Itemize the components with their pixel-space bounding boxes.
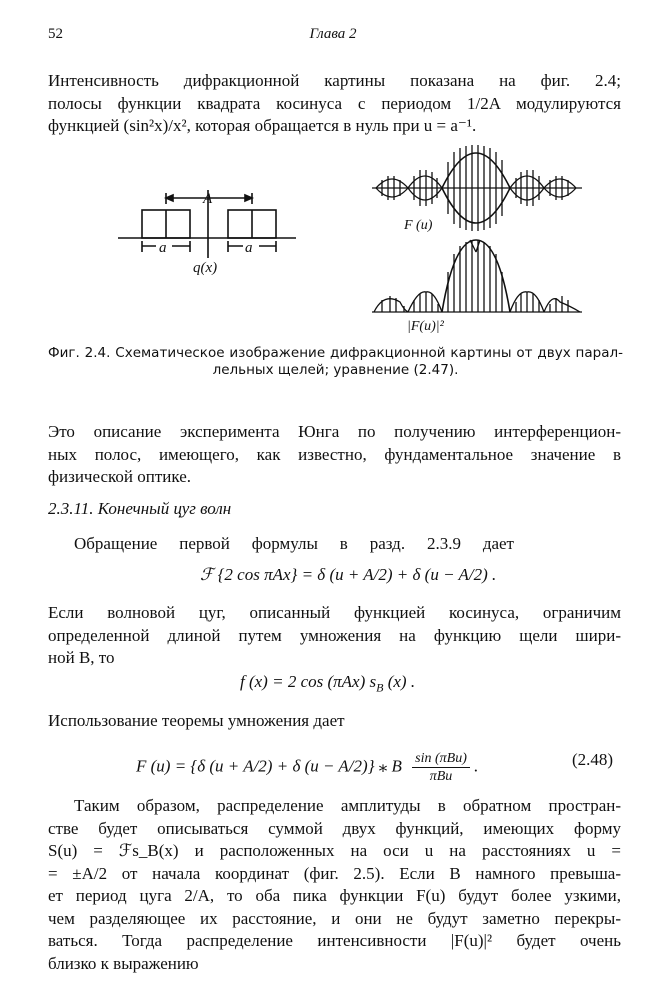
label-qx: q(x) [193,260,218,276]
equation-number: (2.48) [572,750,614,769]
limit-line-3: ной B, то [48,648,115,667]
final-line-2: стве будет описываться суммой двух функций, имеющих форму [48,818,621,838]
final-line-8: близко к выражению [48,953,199,973]
young-line-1: Это описание эксперимента Юнга по получению интерференцион- [48,422,621,441]
final-line-7: ваться. Тогда распределение интенсивности |F(u)|² будет очень [48,931,621,950]
eq3-dot: . [474,756,479,776]
caption-line-1: Фиг. 2.4. Схематическое изображение дифракционной картины от двух парал- [48,345,623,361]
limit-paragraph [48,602,621,670]
final-line-4: = ±A/2 от начала координат (фиг. 2.5). Если B намного превыша- [48,863,621,883]
section-heading: 2.3.11. Конечный цуг волн [48,499,232,518]
theorem-paragraph [48,710,621,733]
intro-line-3: функцией (sin²x)/x², которая обращается в нуль при u = a⁻¹. [48,116,477,135]
eq3-denominator: πBu [429,769,453,784]
caption-line-2: лельных щелей; уравнение (2.47). [212,362,459,378]
label-Fu2: |F(u)|² [407,319,444,334]
inversion-paragraph [74,533,514,556]
intro-line-1: Интенсивность дифракционной картины показана на фиг. 2.4; [48,71,621,90]
eq3-numerator: sin (πBu) [412,750,470,768]
eq2-main: f (x) = 2 cos (πAx) s [240,672,377,691]
eq2-tail: (x) . [383,672,416,691]
young-paragraph [48,421,621,489]
final-line-1: Таким образом, распределение амплитуды в обратном простран- [74,796,621,815]
limit-line-1: Если волновой цуг, описанный функцией косинуса, ограничим [48,603,621,622]
intensity-pattern [372,240,582,312]
final-line-3: S(u) = ℱs_B(x) и расположенных на оси u на расстояниях u = [48,841,621,860]
label-A: A [203,191,213,207]
equation-2-48 [136,750,478,785]
equation-fourier-cosine: ℱ {2 cos πAx} = δ (u + A/2) + δ (u − A/2) . [200,565,497,584]
label-a-right: a [245,240,253,256]
young-line-3: физической оптике. [48,467,191,486]
figure-caption [48,345,623,379]
inversion-line: Обращение первой формулы в разд. 2.3.9 дает [74,534,514,553]
label-a-left: a [159,240,167,256]
page-number: 52 [48,26,63,42]
young-line-2: ных полос, имеющего, как известно, фундаментальное значение в [48,444,621,464]
running-head: Глава 2 [309,26,357,42]
label-Fu: F (u) [404,218,433,233]
eq2-subscript: B [376,680,384,695]
figure-2-4 [0,0,666,340]
limit-line-2: определенной длиной путем умножения на функцию щели шири- [48,625,621,645]
final-line-6: чем разделяющее их расстояние, и они не будут заметно перекры- [48,908,621,928]
eq3-lhs: F (u) = {δ (u + A/2) + δ (u − A/2)} ⁎ B [136,756,402,776]
final-paragraph [48,795,621,975]
intro-line-2: полосы функции квадрата косинуса с периодом 1/2A модулируются [48,93,621,113]
equation-finite-train [240,672,415,695]
theorem-line: Использование теоремы умножения дает [48,711,345,730]
eq3-fraction [412,750,470,785]
final-line-5: ет период цуга 2/A, то оба пика функции F(u) будут более узкими, [48,886,621,905]
